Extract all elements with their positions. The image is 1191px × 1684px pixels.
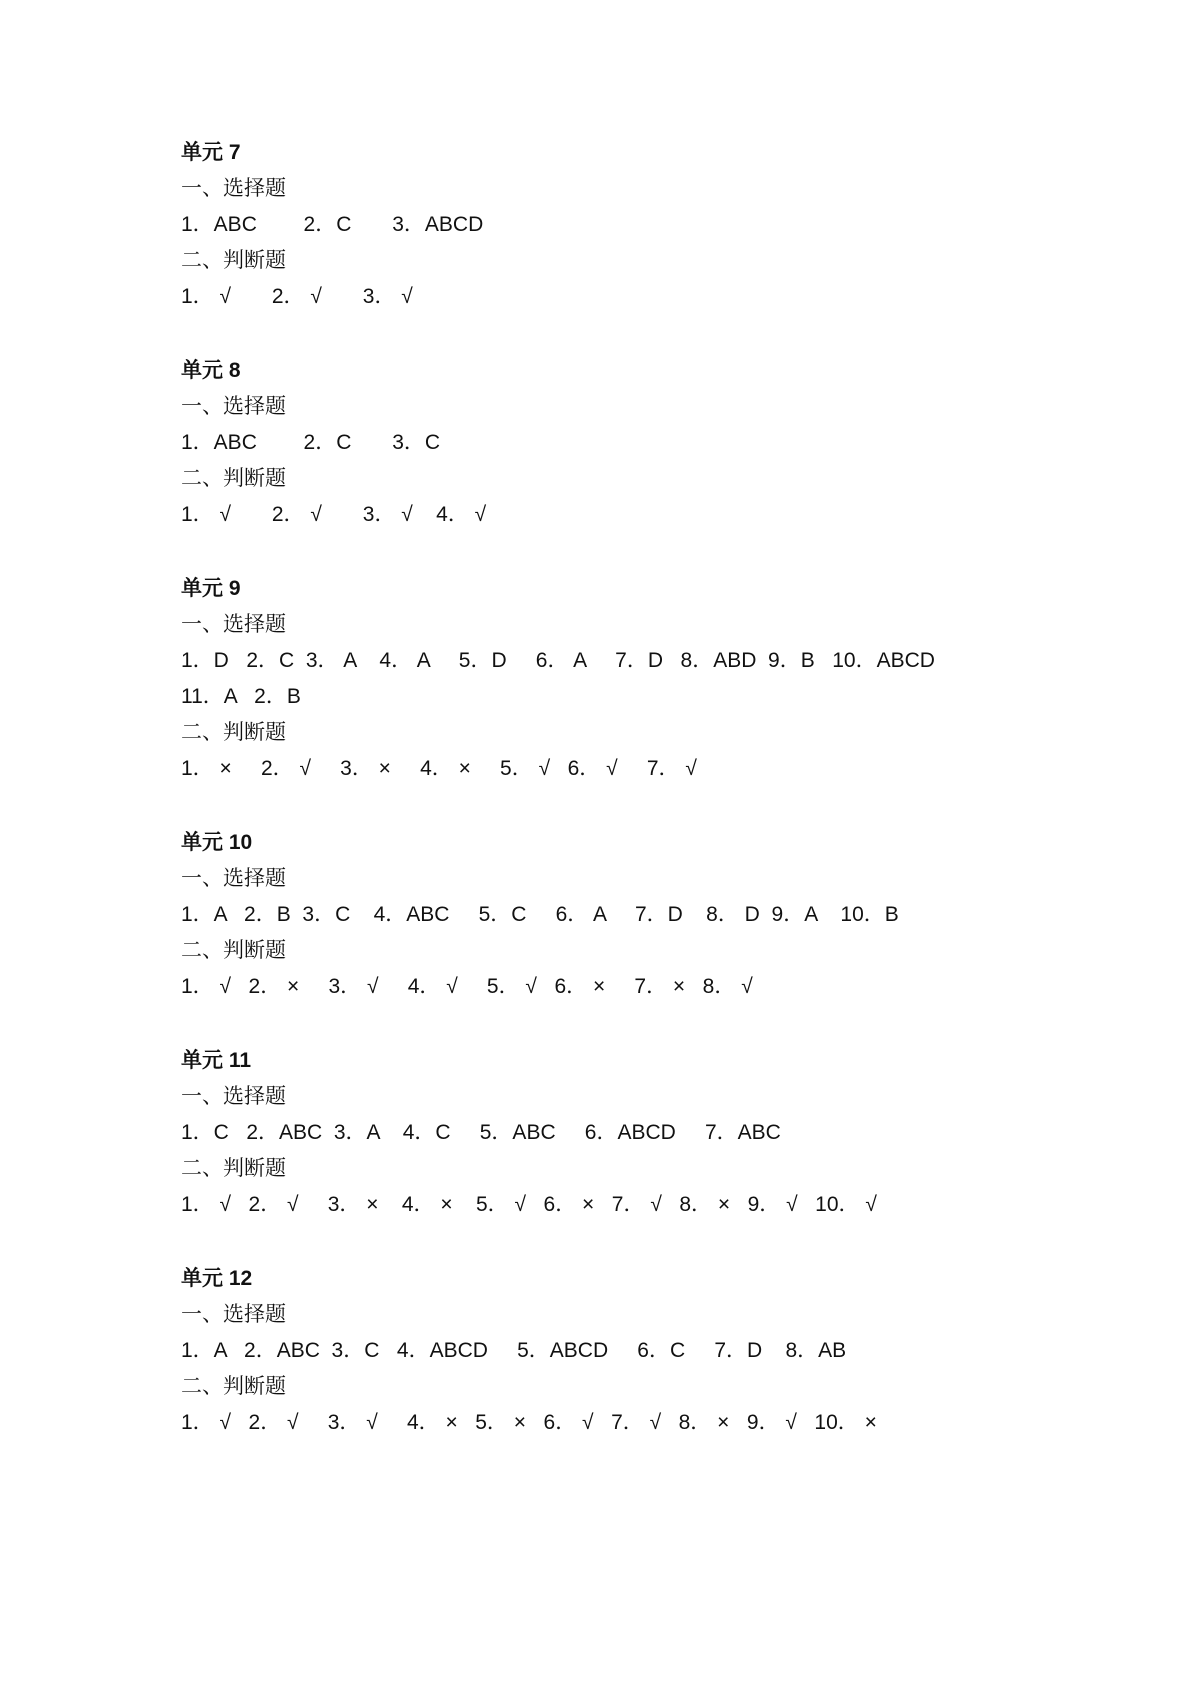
- judge-section-label: 二、判断题: [181, 467, 286, 490]
- judge-section-label: 二、判断题: [181, 721, 286, 744]
- unit-title: 单元 10: [181, 831, 253, 854]
- choice-section-label: 一、选择题: [181, 177, 286, 200]
- choice-answers: 1．ABC 2．C 3．ABCD: [181, 213, 484, 236]
- judge-section-label: 二、判断题: [181, 249, 286, 272]
- unit-title: 单元 7: [181, 141, 241, 164]
- judge-answers: 1． √ 2． √ 3． × 4． × 5． √ 6． × 7． √ 8． × 9． √ 10． √: [181, 1193, 877, 1216]
- choice-answers: 1．C 2．ABC 3．A 4．C 5．ABC 6．ABCD 7．ABC: [181, 1121, 781, 1144]
- judge-section-label: 二、判断题: [181, 1157, 286, 1180]
- unit-title: 单元 9: [181, 577, 241, 600]
- choice-section-label: 一、选择题: [181, 1303, 286, 1326]
- choice-section-label: 一、选择题: [181, 1085, 286, 1108]
- judge-section-label: 二、判断题: [181, 939, 286, 962]
- judge-answers: 1． √ 2． √ 3． √: [181, 285, 413, 308]
- choice-answers: 1．A 2．B 3．C 4．ABC 5．C 6． A 7．D 8． D 9．A 10．B: [181, 903, 899, 926]
- unit-title: 单元 12: [181, 1267, 253, 1290]
- judge-answers: 1． √ 2． √ 3． √ 4． √: [181, 503, 487, 526]
- judge-answers: 1． × 2． √ 3． × 4． × 5． √ 6． √ 7． √: [181, 757, 697, 780]
- judge-answers: 1． √ 2． √ 3． √ 4． × 5． × 6． √ 7． √ 8． × 9． √ 10． ×: [181, 1411, 877, 1434]
- choice-section-label: 一、选择题: [181, 867, 286, 890]
- choice-section-label: 一、选择题: [181, 613, 286, 636]
- choice-answers: 11．A 2．B: [181, 685, 301, 708]
- judge-answers: 1． √ 2． × 3． √ 4． √ 5． √ 6． × 7． × 8． √: [181, 975, 753, 998]
- unit-title: 单元 11: [181, 1049, 252, 1072]
- choice-answers: 1．D 2．C 3． A 4． A 5．D 6． A 7．D 8．ABD 9．B 10．ABCD: [181, 649, 935, 672]
- unit-title: 单元 8: [181, 359, 241, 382]
- choice-answers: 1．ABC 2．C 3．C: [181, 431, 441, 454]
- choice-section-label: 一、选择题: [181, 395, 286, 418]
- choice-answers: 1．A 2．ABC 3．C 4．ABCD 5．ABCD 6．C 7．D 8．AB: [181, 1339, 847, 1362]
- judge-section-label: 二、判断题: [181, 1375, 286, 1398]
